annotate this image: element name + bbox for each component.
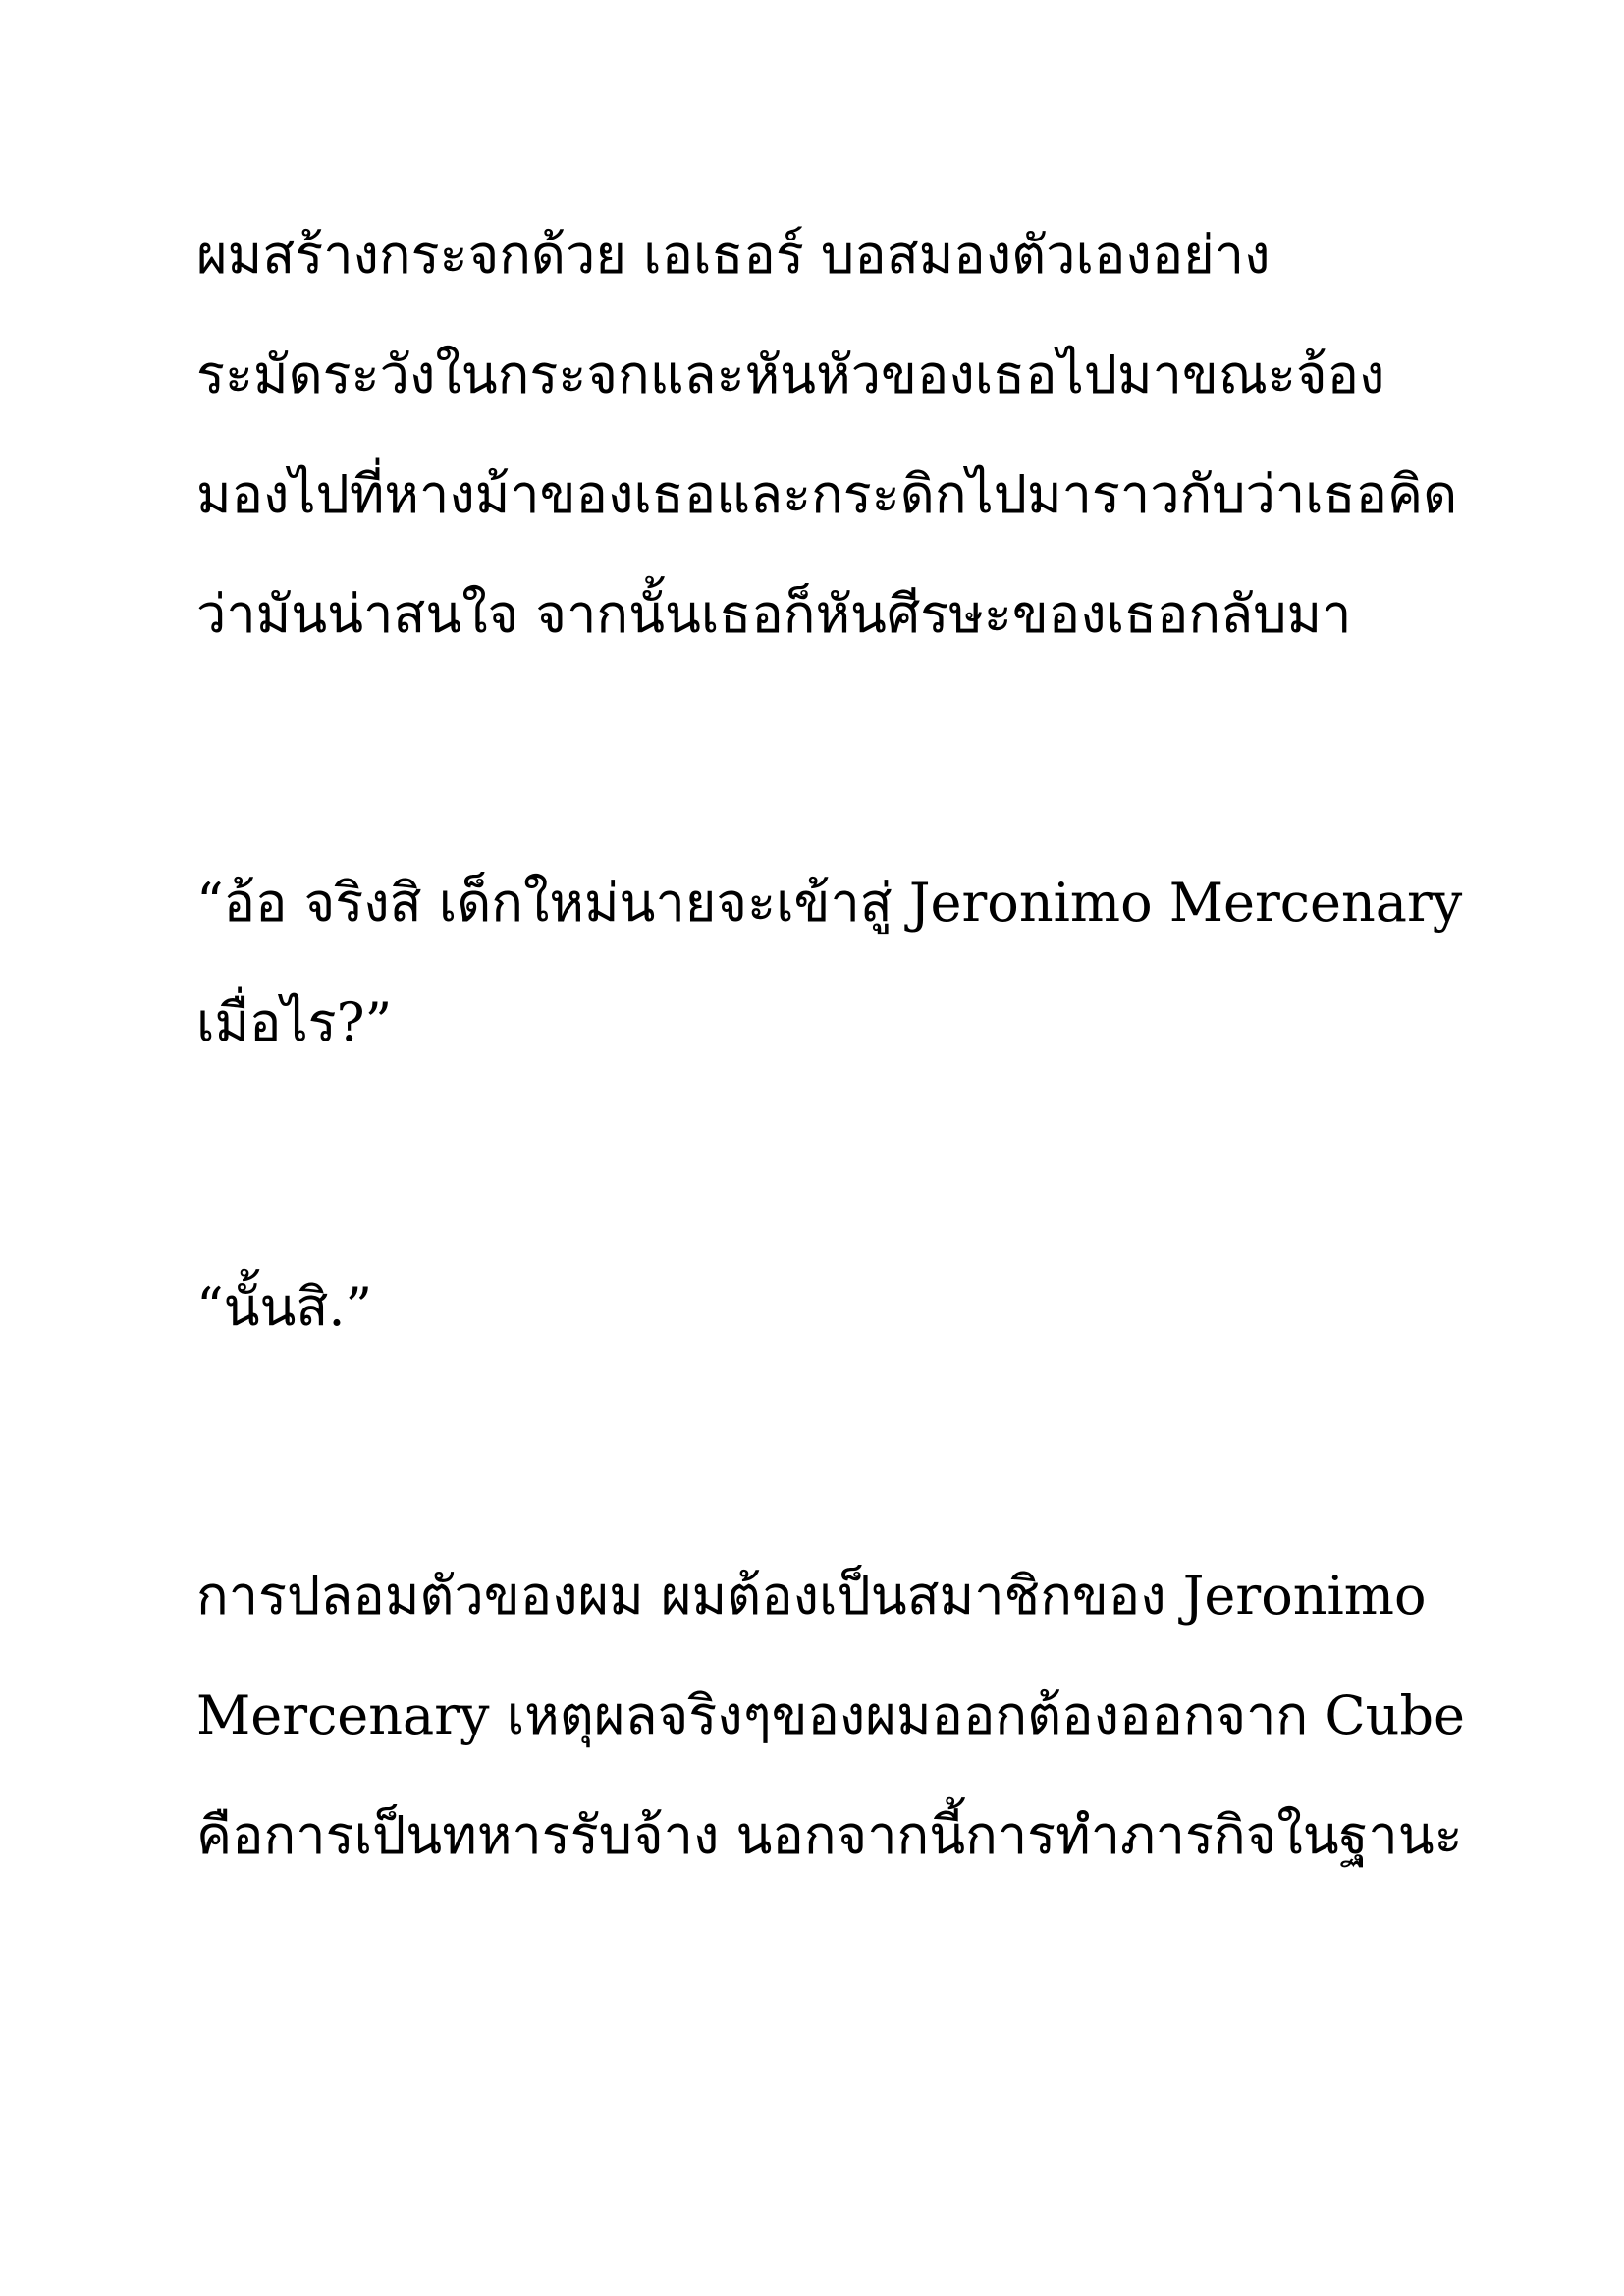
text-line: ระมัดระวังในกระจกและหันหัวของเธอไปมาขณะจ้อง	[196, 344, 1385, 405]
text-line: มองไปที่หางม้าของเธอและกระดิกไปมาราวกับว่าเธอคิด	[196, 463, 1458, 525]
text-line: “นั้นสิ.”	[196, 1276, 373, 1338]
text-line: ว่ามันน่าสนใจ จากนั้นเธอก็หันศีรษะของเธอกลับมา	[196, 583, 1352, 645]
text-line: คือการเป็นทหารรับจ้าง นอกจากนี้การทำภารกิจในฐานะ	[196, 1804, 1463, 1866]
text-line: ผมสร้างกระจกด้วย เอเธอร์ บอสมองตัวเองอย่าง	[196, 224, 1271, 286]
text-line: เมื่อไร?”	[196, 991, 393, 1053]
text-line: Mercenary เหตุผลจริงๆของผมออกต้องออกจาก Cube	[196, 1684, 1465, 1746]
text-line: “อ้อ จริงสิ เด็กใหม่นายจะเข้าสู่ Jeronimo Mercenary	[196, 872, 1463, 934]
text-line: การปลอมตัวของผม ผมต้องเป็นสมาชิกของ Jeronimo	[196, 1565, 1427, 1627]
